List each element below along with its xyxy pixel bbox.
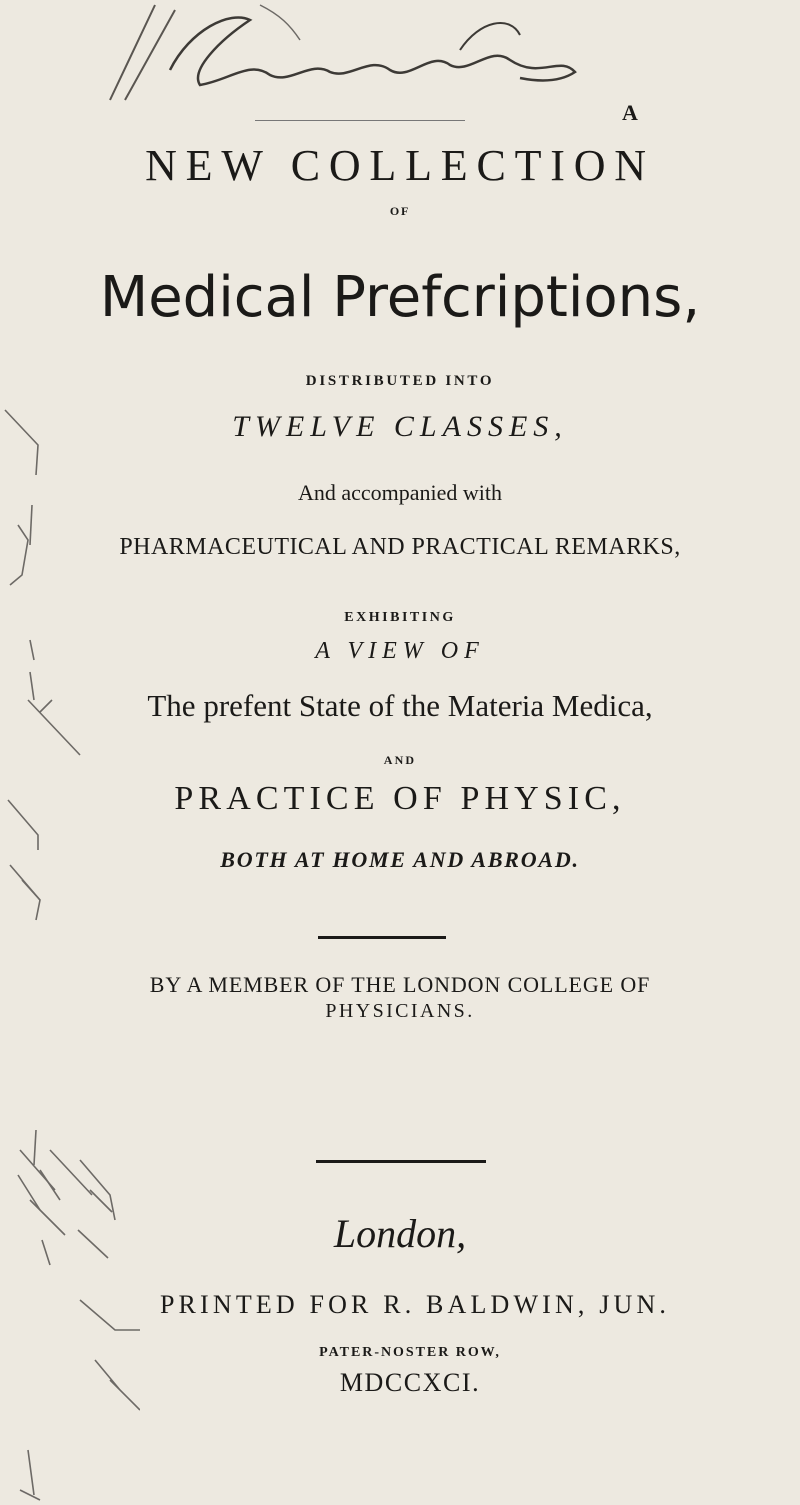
printer-address: PATER-NOSTER ROW,	[319, 1345, 501, 1360]
section-rule-1	[318, 936, 446, 939]
both-at-home: BOTH AT HOME AND ABROAD.	[220, 847, 580, 872]
title-of: OF	[389, 204, 411, 218]
imprint-year: MDCCXCI.	[339, 1368, 481, 1397]
title-new-collection: NEW COLLECTION	[145, 141, 655, 190]
distributed-into: DISTRIBUTED INTO	[305, 373, 495, 389]
accompanied-with: And accompanied with	[297, 480, 503, 505]
margin-pencil-marks	[0, 0, 140, 1505]
handwritten-signature	[80, 0, 600, 110]
present-state-line: The prefent State of the Materia Medica,	[147, 688, 653, 723]
remarks-line: PHARMACEUTICAL AND PRACTICAL REMARKS,	[119, 534, 681, 560]
printed-for: PRINTED FOR R. BALDWIN, JUN.	[159, 1290, 671, 1319]
section-rule-2	[316, 1160, 486, 1163]
city-london: London,	[333, 1211, 467, 1256]
exhibiting: EXHIBITING	[344, 610, 456, 625]
title-article: A	[622, 100, 638, 125]
a-view-of: A VIEW OF	[315, 638, 485, 664]
practice-of-physic: PRACTICE OF PHYSIC,	[174, 780, 626, 817]
main-title: Medical Prefcriptions,	[99, 265, 701, 330]
author-line-2: PHYSICIANS.	[325, 1000, 475, 1022]
author-line-1: BY A MEMBER OF THE LONDON COLLEGE OF	[149, 972, 651, 997]
and-connector: AND	[383, 753, 417, 767]
twelve-classes: TWELVE CLASSES,	[232, 410, 568, 443]
